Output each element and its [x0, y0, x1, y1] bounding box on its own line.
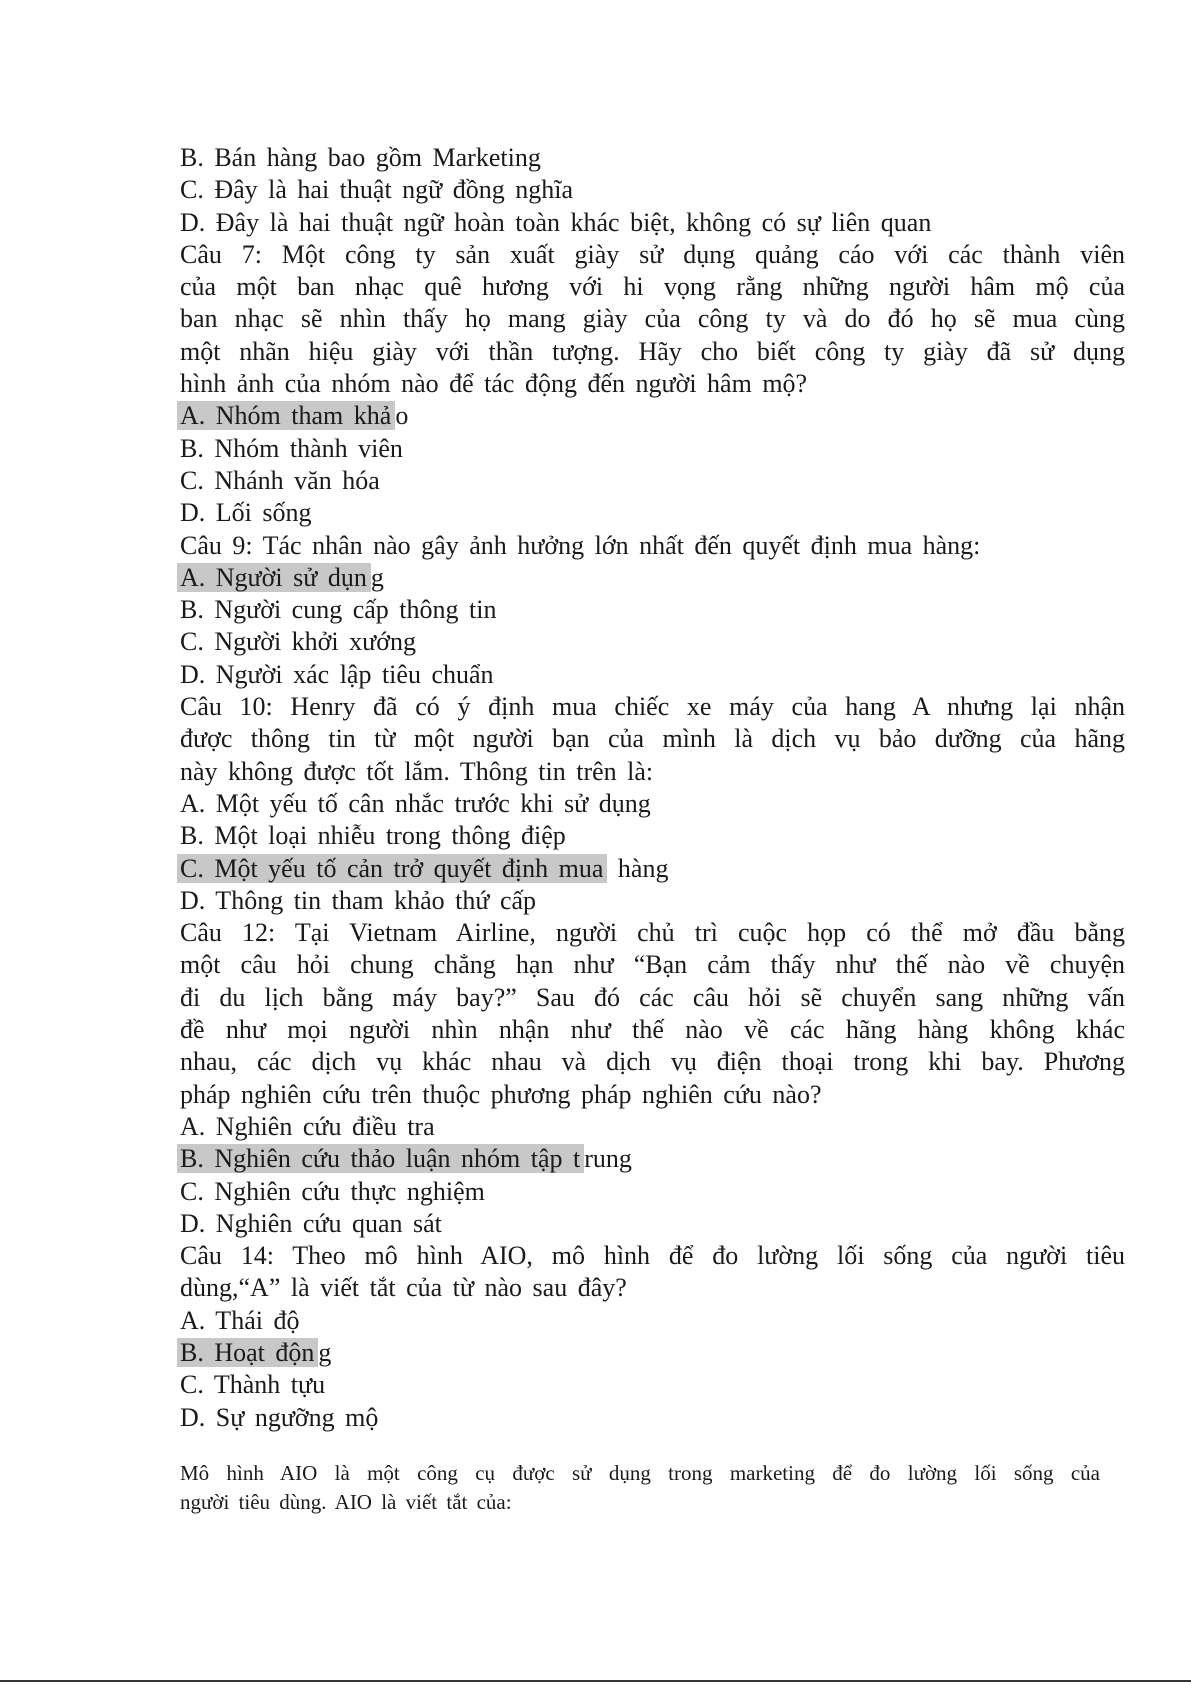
line-text: D. Đây là hai thuật ngữ hoàn toàn khác biệt, không có sự liên quan: [180, 207, 932, 237]
line-text: Câu 12: Tại Vietnam Airline, người chủ trì cuộc họp có thể mở đầu bằng: [180, 918, 1125, 948]
highlighted-answer: B. Hoạt độn: [177, 1338, 318, 1367]
line-text: D. Thông tin tham khảo thứ cấp: [180, 885, 537, 915]
line-text: được thông tin từ một người bạn của mình là dịch vụ bảo dưỡng của hãng: [180, 724, 1125, 754]
line-text: một câu hỏi chung chẳng hạn như “Bạn cảm thấy như thế nào về chuyện: [180, 950, 1125, 980]
option-line: [180, 1143, 1125, 1175]
option-line: [180, 207, 1125, 239]
question-line: [180, 756, 1125, 788]
question-line: [180, 530, 1125, 562]
line-text: C. Thành tựu: [180, 1370, 326, 1400]
question-line: [180, 982, 1125, 1014]
line-text: hình ảnh của nhóm nào để tác động đến người hâm mộ?: [180, 369, 808, 399]
line-text: B. Bán hàng bao gồm Marketing: [180, 143, 541, 172]
question-line: [180, 1272, 1125, 1304]
line-text: g: [370, 562, 384, 592]
line-text: D. Nghiên cứu quan sát: [180, 1208, 442, 1238]
question-line: [180, 1079, 1125, 1111]
option-line: [180, 659, 1125, 691]
question-line: [180, 1240, 1125, 1272]
line-text: người tiêu dùng. AIO là viết tắt của:: [180, 1490, 512, 1514]
option-line: [180, 788, 1125, 820]
line-text: B. Người cung cấp thông tin: [180, 595, 497, 625]
line-text: A. Một yếu tố cân nhắc trước khi sử dụng: [180, 788, 651, 818]
highlighted-answer: A. Nhóm tham khả: [177, 401, 395, 430]
question-line: [180, 1014, 1125, 1046]
highlighted-answer: B. Nghiên cứu thảo luận nhóm tập t: [177, 1144, 584, 1173]
note-line: [180, 1459, 1100, 1488]
question-line: [180, 723, 1125, 755]
line-text: C. Đây là hai thuật ngữ đồng nghĩa: [180, 175, 574, 205]
line-text: một nhãn hiệu giày với thần tượng. Hãy cho biết công ty giày đã sử dụng: [180, 336, 1125, 366]
option-line: [180, 1369, 1125, 1401]
line-text: A. Nghiên cứu điều tra: [180, 1111, 435, 1141]
line-text: ban nhạc sẽ nhìn thấy họ mang giày của công ty và do đó họ sẽ mua cùng: [180, 304, 1125, 334]
option-line: [180, 594, 1125, 626]
line-text: D. Lối sống: [180, 498, 312, 528]
highlighted-answer: A. Người sử dụn: [177, 563, 371, 592]
question-line: [180, 336, 1125, 368]
line-text: Câu 10: Henry đã có ý định mua chiếc xe máy của hang A nhưng lại nhận: [180, 692, 1125, 722]
line-text: đề như mọi người nhìn nhận như thế nào về các hãng hàng không khác: [180, 1015, 1125, 1045]
option-line: [180, 142, 1125, 174]
line-text: Câu 7: Một công ty sản xuất giày sử dụng quảng cáo với các thành viên: [180, 239, 1125, 269]
line-text: Câu 9: Tác nhân nào gây ảnh hưởng lớn nhất đến quyết định mua hàng:: [180, 530, 981, 560]
question-line: [180, 1046, 1125, 1078]
line-text: rung: [584, 1144, 632, 1174]
line-text: đi du lịch bằng máy bay?” Sau đó các câu hỏi sẽ chuyển sang những vấn: [180, 982, 1125, 1012]
document-body: [180, 142, 1125, 1434]
line-text: B. Nhóm thành viên: [180, 433, 403, 463]
line-text: Câu 14: Theo mô hình AIO, mô hình để đo lường lối sống của người tiêu: [180, 1241, 1125, 1271]
option-line: [180, 562, 1125, 594]
line-text: của một ban nhạc quê hương với hi vọng rằng những người hâm mộ của: [180, 272, 1125, 302]
line-text: C. Nhánh văn hóa: [180, 465, 380, 495]
question-line: [180, 917, 1125, 949]
question-line: [180, 368, 1125, 400]
option-line: [180, 497, 1125, 529]
option-line: [180, 1305, 1125, 1337]
line-text: o: [395, 401, 409, 431]
note-line: [180, 1488, 1100, 1517]
option-line: [180, 1402, 1125, 1434]
option-line: [180, 853, 1125, 885]
option-line: [180, 1337, 1125, 1369]
line-text: g: [318, 1337, 332, 1367]
option-line: [180, 400, 1125, 432]
option-line: [180, 174, 1125, 206]
option-line: [180, 885, 1125, 917]
option-line: [180, 1208, 1125, 1240]
option-line: [180, 626, 1125, 658]
option-line: [180, 465, 1125, 497]
line-text: C. Nghiên cứu thực nghiệm: [180, 1176, 485, 1206]
line-text: A. Thái độ: [180, 1305, 300, 1335]
line-text: này không được tốt lắm. Thông tin trên là:: [180, 756, 654, 786]
option-line: [180, 1176, 1125, 1208]
page-bottom-rule: [0, 1680, 1191, 1682]
line-text: hàng: [607, 853, 669, 883]
question-line: [180, 691, 1125, 723]
line-text: pháp nghiên cứu trên thuộc phương pháp nghiên cứu nào?: [180, 1079, 822, 1109]
line-text: D. Người xác lập tiêu chuẩn: [180, 659, 494, 689]
option-line: [180, 820, 1125, 852]
question-line: [180, 271, 1125, 303]
option-line: [180, 1111, 1125, 1143]
question-line: [180, 949, 1125, 981]
line-text: D. Sự ngưỡng mộ: [180, 1402, 379, 1432]
question-line: [180, 303, 1125, 335]
question-line: [180, 239, 1125, 271]
line-text: nhau, các dịch vụ khác nhau và dịch vụ điện thoại trong khi bay. Phương: [180, 1047, 1125, 1077]
line-text: C. Người khởi xướng: [180, 627, 416, 657]
option-line: [180, 433, 1125, 465]
line-text: dùng,“A” là viết tắt của từ nào sau đây?: [180, 1273, 627, 1303]
line-text: Mô hình AIO là một công cụ được sử dụng trong marketing để đo lường lối sống của: [180, 1461, 1100, 1485]
line-text: B. Một loại nhiễu trong thông điệp: [180, 821, 566, 851]
highlighted-answer: C. Một yếu tố cản trở quyết định mua: [177, 854, 607, 883]
explanation-note: [180, 1459, 1100, 1517]
